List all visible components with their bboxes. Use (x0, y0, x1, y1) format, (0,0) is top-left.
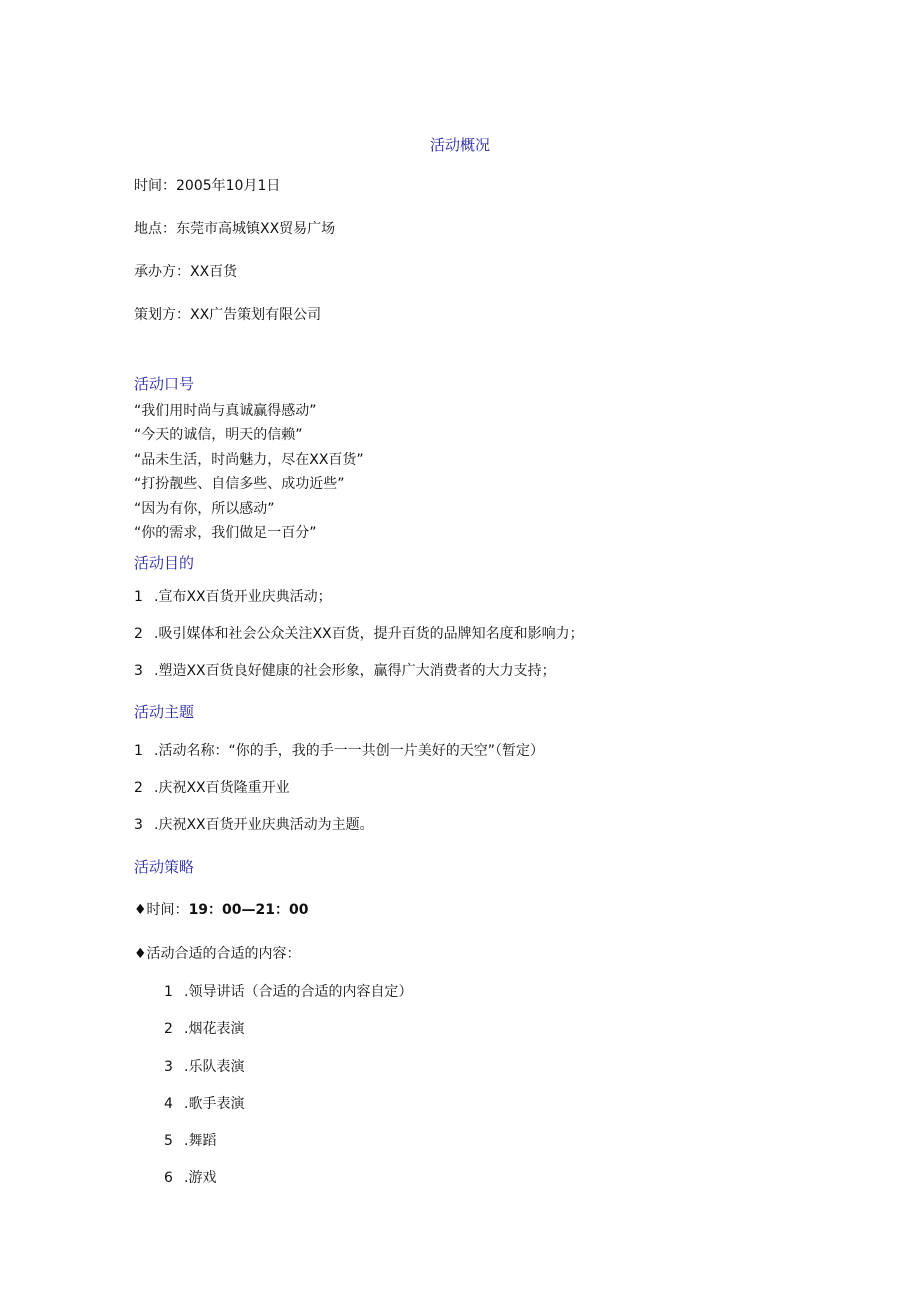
overview-time: 时间：2005年10月1日 (134, 178, 281, 194)
list-number: 2 (134, 626, 143, 642)
list-number: 3 (164, 1059, 173, 1075)
theme-item (134, 778, 290, 798)
slogan-heading: 活动口号 (134, 375, 195, 393)
list-text: .舞蹈 (184, 1133, 217, 1149)
content-item (164, 1019, 244, 1039)
theme-item (134, 741, 544, 761)
list-number: 1 (134, 589, 143, 605)
slogan-item: “我们用时尚与真诚赢得感动” (134, 403, 317, 419)
theme-item (134, 815, 374, 835)
slogan-item: “打扮靓些、自信多些、成功近些” (134, 476, 345, 492)
list-text: .烟花表演 (184, 1021, 245, 1037)
page-title: 活动概况 (429, 136, 490, 154)
list-text: .活动名称：“你的手，我的手一一共创一片美好的天空”（暂定） (154, 743, 544, 759)
content-item (164, 1094, 244, 1114)
list-number: 1 (134, 743, 143, 759)
list-text: .吸引媒体和社会公众关注XX百货，提升百货的品牌知名度和影响力； (154, 626, 584, 642)
list-text: .庆祝XX百货开业庆典活动为主题。 (154, 817, 374, 833)
list-text: .乐队表演 (184, 1059, 245, 1075)
list-text: .歌手表演 (184, 1096, 245, 1112)
purpose-item (134, 661, 556, 681)
list-text: .塑造XX百货良好健康的社会形象，赢得广大消费者的大力支持； (154, 663, 556, 679)
list-text: .宣布XX百货开业庆典活动； (154, 589, 332, 605)
content-item (164, 1131, 216, 1151)
list-text: .庆祝XX百货隆重开业 (154, 780, 290, 796)
overview-location: 地点：东莞市高城镇XX贸易广场 (134, 221, 336, 237)
time-label: ♦时间： (134, 902, 189, 918)
list-number: 2 (134, 780, 143, 796)
slogan-item: “品未生活，时尚魅力，尽在XX百货” (134, 452, 364, 468)
list-number: 6 (164, 1170, 173, 1186)
list-text: .游戏 (184, 1170, 217, 1186)
list-number: 3 (134, 663, 143, 679)
list-number: 5 (164, 1133, 173, 1149)
slogan-item: “今天的诚信，明天的信赖” (134, 427, 303, 443)
content-item (164, 1057, 244, 1077)
content-item (164, 1168, 216, 1188)
strategy-heading: 活动策略 (134, 858, 195, 876)
theme-heading: 活动主题 (134, 703, 195, 721)
time-value: 19：00—21：00 (188, 902, 309, 918)
strategy-content-label: ♦活动合适的合适的内容： (134, 946, 301, 962)
content-item (164, 982, 412, 1002)
list-number: 2 (164, 1021, 173, 1037)
slogan-item: “因为有你，所以感动” (134, 501, 275, 517)
overview-planner: 策划方：XX广告策划有限公司 (134, 307, 322, 323)
list-number: 3 (134, 817, 143, 833)
purpose-item (134, 624, 584, 644)
slogan-item: “你的需求，我们做足一百分” (134, 525, 317, 541)
purpose-heading: 活动目的 (134, 554, 195, 572)
list-number: 1 (164, 984, 173, 1000)
strategy-time (134, 900, 309, 920)
list-number: 4 (164, 1096, 173, 1112)
list-text: .领导讲话（合适的合适的内容自定） (184, 984, 413, 1000)
purpose-item (134, 587, 332, 607)
overview-organizer: 承办方：XX百货 (134, 264, 238, 280)
